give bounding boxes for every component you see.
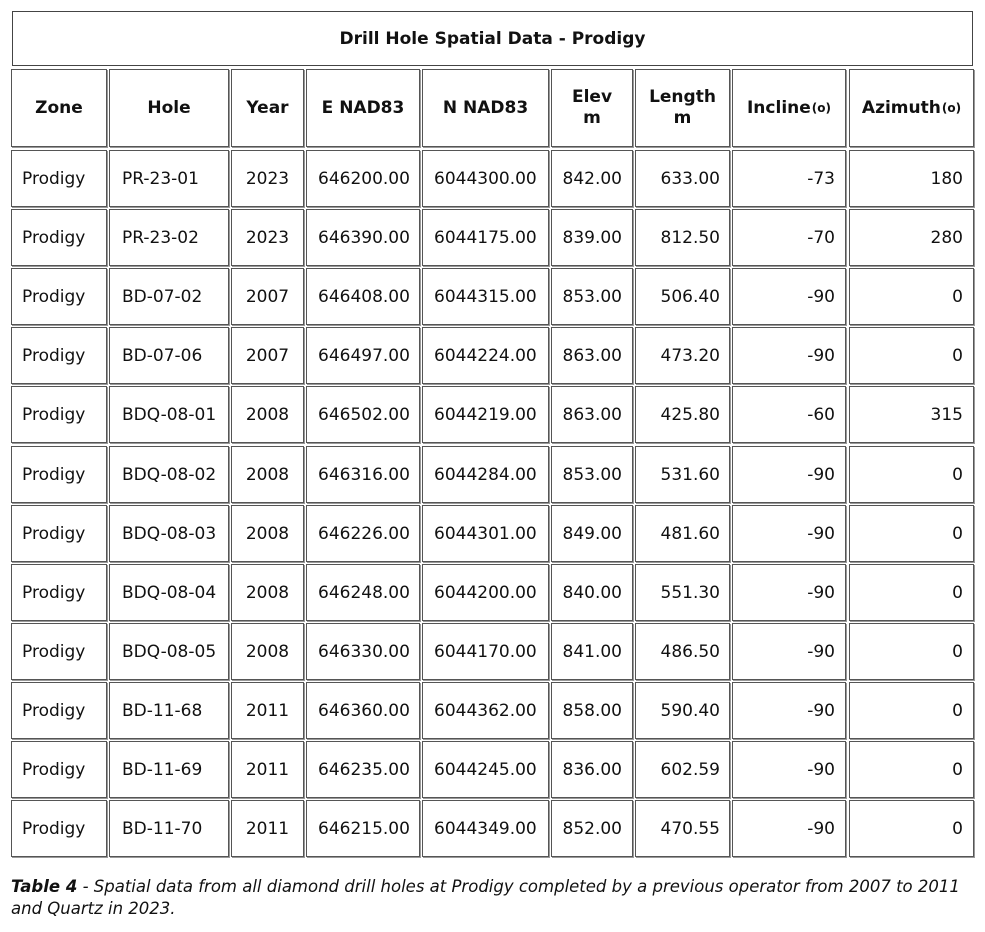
caption-label: Table 4 (11, 877, 78, 896)
cell-zone: Prodigy (11, 268, 107, 325)
cell-incline: -90 (732, 623, 846, 680)
cell-hole: BD-07-06 (109, 327, 229, 384)
cell-elev: 840.00 (551, 564, 633, 621)
cell-elev: 852.00 (551, 800, 633, 857)
cell-incline: -90 (732, 327, 846, 384)
header-length (635, 69, 730, 147)
cell-e-nad83: 646408.00 (306, 268, 420, 325)
cell-incline: -70 (732, 209, 846, 266)
cell-azimuth: 0 (849, 446, 974, 503)
cell-n-nad83: 6044349.00 (422, 800, 549, 857)
caption-text: - Spatial data from all diamond drill holes at Prodigy completed by a previous operator from 2007 to 2011 and Quartz in 2023. (11, 877, 960, 918)
cell-azimuth: 0 (849, 623, 974, 680)
cell-year: 2011 (231, 800, 304, 857)
cell-elev: 853.00 (551, 446, 633, 503)
cell-e-nad83: 646248.00 (306, 564, 420, 621)
cell-n-nad83: 6044315.00 (422, 268, 549, 325)
cell-azimuth: 0 (849, 505, 974, 562)
cell-zone: Prodigy (11, 800, 107, 857)
cell-length: 481.60 (635, 505, 730, 562)
cell-year: 2008 (231, 623, 304, 680)
cell-e-nad83: 646497.00 (306, 327, 420, 384)
cell-incline: -90 (732, 505, 846, 562)
cell-incline: -90 (732, 682, 846, 739)
cell-year: 2007 (231, 327, 304, 384)
header-length-unit: m (673, 108, 692, 128)
cell-year: 2023 (231, 209, 304, 266)
cell-hole: BDQ-08-02 (109, 446, 229, 503)
cell-length: 633.00 (635, 150, 730, 207)
cell-incline: -90 (732, 268, 846, 325)
cell-elev: 849.00 (551, 505, 633, 562)
cell-length: 473.20 (635, 327, 730, 384)
table-title: Drill Hole Spatial Data - Prodigy (12, 11, 973, 66)
cell-length: 590.40 (635, 682, 730, 739)
header-azimuth (849, 69, 974, 147)
header-length-label: Length (649, 87, 716, 107)
cell-n-nad83: 6044224.00 (422, 327, 549, 384)
cell-year: 2011 (231, 741, 304, 798)
header-azimuth-unit: (o) (941, 100, 962, 115)
cell-zone: Prodigy (11, 327, 107, 384)
cell-incline: -90 (732, 564, 846, 621)
cell-azimuth: 0 (849, 741, 974, 798)
cell-year: 2011 (231, 682, 304, 739)
header-incline (732, 69, 846, 147)
cell-zone: Prodigy (11, 564, 107, 621)
header-incline-label: Incline (746, 97, 811, 118)
cell-n-nad83: 6044175.00 (422, 209, 549, 266)
cell-e-nad83: 646502.00 (306, 386, 420, 443)
cell-azimuth: 0 (849, 800, 974, 857)
cell-n-nad83: 6044170.00 (422, 623, 549, 680)
cell-hole: BDQ-08-05 (109, 623, 229, 680)
header-elev-unit: m (583, 108, 601, 128)
cell-hole: BD-11-70 (109, 800, 229, 857)
cell-n-nad83: 6044362.00 (422, 682, 549, 739)
header-e-nad83: E NAD83 (306, 69, 420, 147)
cell-elev: 841.00 (551, 623, 633, 680)
cell-n-nad83: 6044300.00 (422, 150, 549, 207)
cell-year: 2008 (231, 564, 304, 621)
header-incline-unit: (o) (811, 100, 831, 115)
cell-zone: Prodigy (11, 386, 107, 443)
cell-zone: Prodigy (11, 150, 107, 207)
cell-length: 551.30 (635, 564, 730, 621)
cell-zone: Prodigy (11, 741, 107, 798)
cell-elev: 853.00 (551, 268, 633, 325)
cell-zone: Prodigy (11, 682, 107, 739)
cell-elev: 863.00 (551, 327, 633, 384)
cell-e-nad83: 646235.00 (306, 741, 420, 798)
cell-hole: BD-11-69 (109, 741, 229, 798)
cell-azimuth: 0 (849, 564, 974, 621)
cell-hole: PR-23-02 (109, 209, 229, 266)
cell-azimuth: 280 (849, 209, 974, 266)
cell-incline: -90 (732, 446, 846, 503)
cell-year: 2023 (231, 150, 304, 207)
cell-incline: -60 (732, 386, 846, 443)
table-caption (11, 876, 976, 920)
cell-incline: -73 (732, 150, 846, 207)
cell-n-nad83: 6044284.00 (422, 446, 549, 503)
cell-azimuth: 180 (849, 150, 974, 207)
header-year: Year (231, 69, 304, 147)
cell-e-nad83: 646200.00 (306, 150, 420, 207)
cell-length: 602.59 (635, 741, 730, 798)
cell-length: 486.50 (635, 623, 730, 680)
header-zone: Zone (11, 69, 107, 147)
cell-length: 425.80 (635, 386, 730, 443)
cell-hole: BDQ-08-03 (109, 505, 229, 562)
cell-n-nad83: 6044245.00 (422, 741, 549, 798)
cell-azimuth: 0 (849, 327, 974, 384)
cell-azimuth: 0 (849, 268, 974, 325)
cell-elev: 839.00 (551, 209, 633, 266)
cell-incline: -90 (732, 800, 846, 857)
cell-e-nad83: 646360.00 (306, 682, 420, 739)
cell-zone: Prodigy (11, 209, 107, 266)
header-elev-label: Elev (571, 87, 613, 107)
cell-length: 812.50 (635, 209, 730, 266)
cell-hole: BDQ-08-04 (109, 564, 229, 621)
cell-azimuth: 0 (849, 682, 974, 739)
cell-e-nad83: 646330.00 (306, 623, 420, 680)
cell-year: 2008 (231, 386, 304, 443)
cell-e-nad83: 646390.00 (306, 209, 420, 266)
cell-year: 2008 (231, 446, 304, 503)
cell-n-nad83: 6044301.00 (422, 505, 549, 562)
cell-length: 506.40 (635, 268, 730, 325)
cell-incline: -90 (732, 741, 846, 798)
cell-zone: Prodigy (11, 505, 107, 562)
cell-elev: 842.00 (551, 150, 633, 207)
header-elev (551, 69, 633, 147)
cell-elev: 863.00 (551, 386, 633, 443)
cell-n-nad83: 6044219.00 (422, 386, 549, 443)
cell-e-nad83: 646215.00 (306, 800, 420, 857)
cell-year: 2008 (231, 505, 304, 562)
header-n-nad83: N NAD83 (422, 69, 549, 147)
cell-hole: BDQ-08-01 (109, 386, 229, 443)
cell-e-nad83: 646316.00 (306, 446, 420, 503)
cell-hole: PR-23-01 (109, 150, 229, 207)
cell-elev: 858.00 (551, 682, 633, 739)
cell-zone: Prodigy (11, 446, 107, 503)
cell-hole: BD-07-02 (109, 268, 229, 325)
cell-hole: BD-11-68 (109, 682, 229, 739)
cell-year: 2007 (231, 268, 304, 325)
cell-azimuth: 315 (849, 386, 974, 443)
cell-e-nad83: 646226.00 (306, 505, 420, 562)
cell-zone: Prodigy (11, 623, 107, 680)
cell-length: 470.55 (635, 800, 730, 857)
header-azimuth-label: Azimuth (861, 97, 941, 118)
cell-length: 531.60 (635, 446, 730, 503)
header-hole: Hole (109, 69, 229, 147)
cell-elev: 836.00 (551, 741, 633, 798)
cell-n-nad83: 6044200.00 (422, 564, 549, 621)
